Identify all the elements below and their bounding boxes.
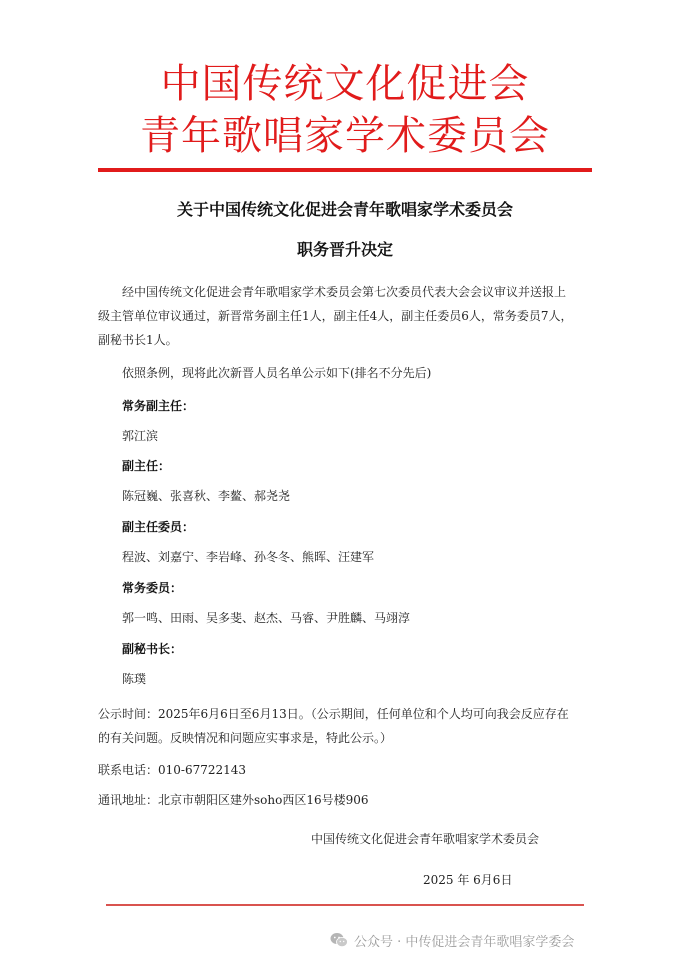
section-names-deputy-director-member: 程波、刘嘉宁、李岩峰、孙冬冬、熊晖、汪建军: [122, 550, 375, 564]
notice-text-line-2: 的有关问题。反映情况和问题应实事求是，特此公示。）: [98, 731, 393, 745]
wechat-icon: [330, 932, 348, 948]
watermark-text: 公众号 · 中传促进会青年歌唱家学委会: [354, 934, 575, 950]
footer-divider: [106, 904, 584, 906]
contact-phone: 联系电话：010-67722143: [98, 763, 247, 777]
section-names-deputy-secretary-general: 陈璞: [122, 672, 147, 686]
letterhead-line-2: 青年歌唱家学术委员会: [140, 113, 550, 159]
section-names-standing-committee: 郭一鸣、田雨、吴多斐、赵杰、马睿、尹胜麟、马翊淳: [122, 611, 411, 625]
section-label-standing-committee: 常务委员：: [122, 581, 183, 595]
section-label-deputy-secretary-general: 副秘书长：: [122, 642, 183, 656]
document-title-line-1: 关于中国传统文化促进会青年歌唱家学术委员会: [176, 200, 513, 219]
wechat-watermark: [330, 929, 574, 951]
section-label-deputy-director: 副主任：: [122, 459, 171, 473]
intro-text-line-1: 经中国传统文化促进会青年歌唱家学术委员会第七次委员代表大会会议审议并送报上: [122, 285, 567, 299]
document-title-line-2: 职务晋升决定: [296, 240, 393, 259]
contact-address: 通讯地址：北京市朝阳区建外soho西区16号楼906: [98, 793, 369, 807]
letterhead-line-1: 中国传统文化促进会: [160, 61, 530, 107]
section-label-executive-deputy-director: 常务副主任：: [122, 399, 195, 413]
letterhead-divider: [98, 168, 592, 172]
section-names-deputy-director: 陈冠巍、张喜秋、李鳌、郝尧尧: [122, 489, 291, 503]
section-label-deputy-director-member: 副主任委员：: [122, 520, 195, 534]
intro-text-line-3: 副秘书长1人。: [98, 333, 178, 347]
intro-text-line-4: 依照条例，现将此次新晋人员名单公示如下(排名不分先后): [122, 366, 432, 380]
section-names-executive-deputy-director: 郭江滨: [122, 429, 159, 443]
signature-date: 2025 年 6月6日: [423, 873, 513, 887]
signature-organization: 中国传统文化促进会青年歌唱家学术委员会: [311, 832, 540, 846]
notice-text-line-1: 公示时间：2025年6月6日至6月13日。（公示期间，任何单位和个人均可向我会反应存在: [98, 707, 569, 721]
intro-text-line-2: 级主管单位审议通过，新晋常务副主任1人，副主任4人，副主任委员6人，常务委员7人，: [98, 309, 573, 323]
